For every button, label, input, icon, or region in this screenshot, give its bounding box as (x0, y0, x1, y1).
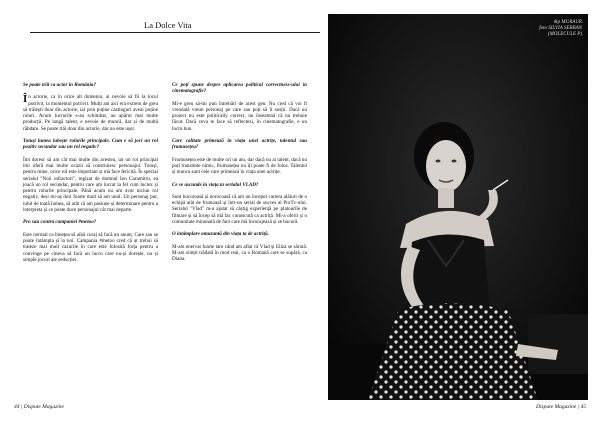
paragraph-text: Pro sau contra campaniei #metoo? (23, 219, 97, 226)
header-rule (30, 32, 320, 33)
article-column-left (23, 82, 158, 269)
answer-paragraph (23, 94, 158, 132)
paragraph-text: n actorie, ca în orice alt domeniu, ai nevoie să fii la locul potrivit, la momentul potrivit. Mulți ani aici era extrem de greu să trăiești doar din actorie, iar prin puține castinguri aveai puține roluri. Acum lucrurile s-au schimbat, au apărut mai multe producții. Pe langă talent, e nevoie de muncă, dar și de multă răbdare. Se poate trăi doar din actorie, dar nu este ușor. (23, 94, 158, 132)
answer-paragraph (172, 244, 307, 263)
question-paragraph (172, 231, 307, 237)
question-paragraph (172, 82, 307, 95)
question-paragraph (172, 138, 307, 151)
answer-paragraph (172, 157, 307, 176)
answer-paragraph (23, 157, 158, 214)
paragraph-text: M-am enervat foarte tare când am aflat că Vlad și Eliza se sărută. M-am simțit trădată în mod real, ca o Romană care se supără, ca Diana. (172, 243, 307, 263)
paragraph-text: Care calitate primează în viața unei actrițe, talentul sau frumusețea? (172, 138, 307, 151)
question-paragraph (23, 138, 158, 151)
question-paragraph (172, 182, 307, 188)
footer-left: 44 | Dispute Magazine (14, 404, 64, 410)
answer-paragraph (23, 232, 158, 263)
paragraph-text: Îmi doresc să am cât mai multe din acestea, iar un rol principal îmi oferă mai multe ocazii să construiesc personajul. Totuși, pentru mine, orice rol este important și mă face fericită. În special serialul "Noii infractori", regizat de domnul Ion Caramitru, ea joacă un rol secundar, pentru care am lucrat la fel cum lucrez și pentru rolurile principale. Până acum nu am avut niciun rol negativ, deși mi-aș dori foarte mult să am unul. Un personaj pur, iubit de toată lumea, să arăt că am pasiune și determinare pentru a interpreta și ce poate duce personajul cât mai departe. (23, 156, 158, 214)
article-column-right (172, 82, 307, 269)
question-paragraph (23, 82, 158, 88)
credit-line-3: (MOLECULE P) (547, 32, 582, 37)
credit-line-1: &p MURAUR (553, 20, 582, 25)
paragraph-text: O întâmplare amuzantă din viața ta de actriță. (172, 231, 269, 238)
footer-right: Dispute Magazine | 45 (536, 404, 586, 410)
paragraph-text: Sunt bucuroasă și norocoasă că am un început cariera alături de o echipă atât de frumoasă și într-un serial de succes al ProTv-ului. Serialul "Vlad" m-a ajutat să câștig experiență pe platourile de filmare și să încep să mă fac cunoscută ca actriță. Mi-a oferit și o comunitate minunată de fani care mă încurajează și se bucură. (172, 193, 307, 226)
page-header (30, 20, 320, 34)
credit-line-2: foto SILVIA SERBAN (539, 26, 582, 31)
paragraph-text: Frumusețea este de multe ori un atu, dar dacă nu ai talent, dacă nu poți transmite nimic, frumusețea nu îți poate fi de folos. Talentul și munca sunt cele care primează în viața unei actrițe. (172, 156, 307, 176)
paragraph-text: Mi-e greu să-mi pun întrebări de acest gen. Nu cred că voi fi vreodată vreun personaj pe care sau poți să îl susții. Dacă un proiect nu este politically correct, nu înseamnă că nu trebuie făcut. Dacă ceva te face să reflectezi, în cinematografie, e un lucru bun. (172, 100, 307, 132)
portrait-photo (328, 14, 588, 400)
question-paragraph (23, 219, 158, 225)
drop-cap: Î (23, 93, 28, 106)
answer-paragraph (172, 194, 307, 225)
section-title: La Dolce Vita (140, 20, 195, 30)
photo-credits (539, 20, 582, 38)
portrait-illustration (328, 14, 588, 400)
paragraph-text: Totuși lumea iubește rolurile principale. Cum e să joci un rol pozitiv secundar sau un rol negativ? (23, 138, 158, 151)
paragraph-text: Ce se ascunde în viața ta serialul VLAD? (172, 181, 259, 188)
paragraph-text: Ce poți spune despre aplicarea political correctness-ului în cinematografie? (172, 82, 307, 95)
paragraph-text: Este normal ca binețea să aibă curaj să facă un anunț. Care sau se poate întâmpla și la noi. Campania #metoo cred că ar trebui să trateze mai mult cazurile în care este folosită forța pentru a convinge pe cineva să facă un lucru care nu-și dorește, nu și simple jocuri ale seducției. (23, 231, 158, 263)
answer-paragraph (172, 101, 307, 132)
paragraph-text: Se poate trăi ca actor în România? (23, 82, 97, 88)
